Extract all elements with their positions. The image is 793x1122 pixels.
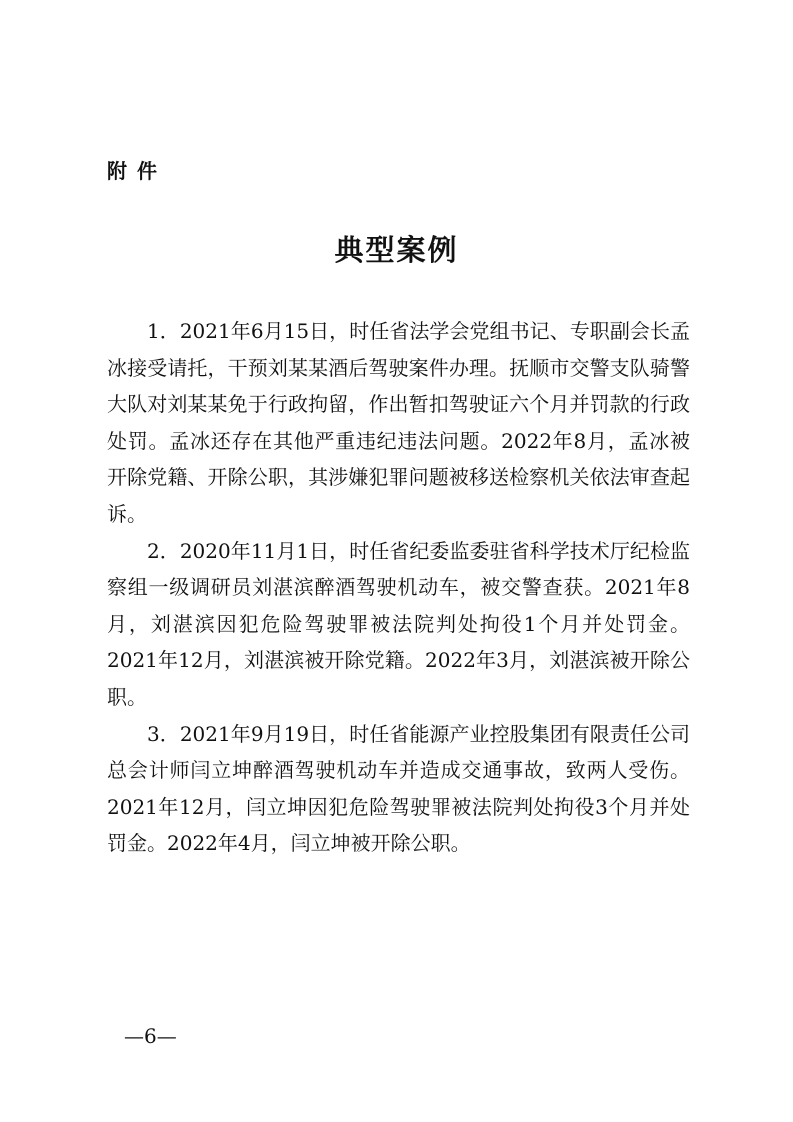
document-body [107,313,690,862]
attachment-label: 附件 [107,159,167,183]
case-paragraph-2: 2．2020年11月1日，时任省纪委监委驻省科学技术厅纪检监察组一级调研员刘湛滨醉酒驾驶机动车，被交警查获。2021年8月，刘湛滨因犯危险驾驶罪被法院判处拘役1个月并处罚金。2021年12月，刘湛滨被开除党籍。2022年3月，刘湛滨被开除公职。 [107,538,690,709]
case-paragraph-3: 3．2021年9月19日，时任省能源产业控股集团有限责任公司总会计师闫立坤醉酒驾驶机动车并造成交通事故，致两人受伤。2021年12月，闫立坤因犯危险驾驶罪被法院判处拘役3个月并处罚金。2022年4月，闫立坤被开除公职。 [107,721,690,856]
page-number: —6— [124,1024,177,1048]
case-paragraph-1: 1．2021年6月15日，时任省法学会党组书记、专职副会长孟冰接受请托，干预刘某某酒后驾驶案件办理。抚顺市交警支队骑警大队对刘某某免于行政拘留，作出暂扣驾驶证六个月并罚款的行政处罚。孟冰还存在其他严重违纪违法问题。2022年8月，孟冰被开除党籍、开除公职，其涉嫌犯罪问题被移送检察机关依法审查起诉。 [107,319,690,526]
document-title: 典型案例 [334,233,459,267]
